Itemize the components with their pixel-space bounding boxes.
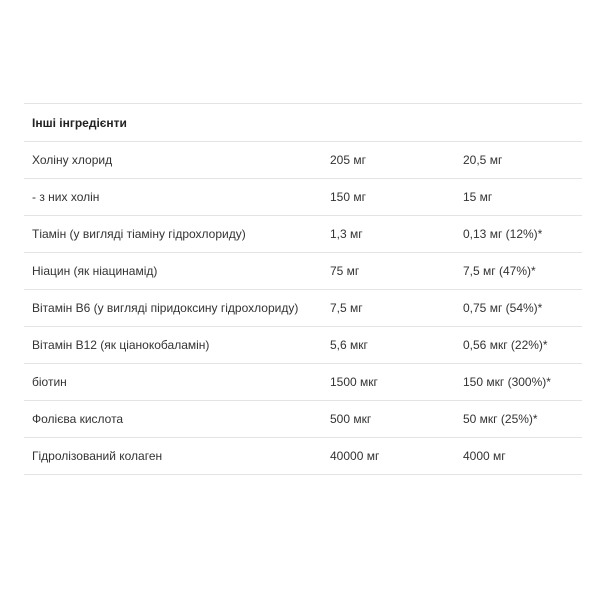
ingredient-portion: 0,75 мг (54%)* (463, 301, 543, 315)
ingredient-amount: 205 мг (330, 153, 366, 167)
ingredient-amount: 40000 мг (330, 449, 380, 463)
ingredient-amount: 500 мкг (330, 412, 372, 426)
ingredient-portion: 15 мг (463, 190, 493, 204)
table-row (24, 142, 582, 179)
ingredient-name: Гідролізований колаген (32, 449, 163, 463)
ingredient-name: Холіну хлорид (32, 153, 113, 167)
ingredient-name: Фолієва кислота (32, 412, 124, 426)
ingredient-name: - з них холін (32, 190, 100, 204)
table-row (24, 327, 582, 364)
ingredient-name: Тіамін (у вигляді тіаміну гідрохлориду) (32, 227, 246, 241)
ingredient-portion: 4000 мг (463, 449, 506, 463)
ingredient-portion: 50 мкг (25%)* (463, 412, 538, 426)
ingredient-name: Вітамін В12 (як ціанокобаламін) (32, 338, 210, 352)
ingredient-portion: 20,5 мг (463, 153, 503, 167)
ingredient-amount: 5,6 мкг (330, 338, 368, 352)
ingredient-portion: 150 мкг (300%)* (463, 375, 551, 389)
table-row (24, 401, 582, 438)
ingredient-portion: 0,13 мг (12%)* (463, 227, 543, 241)
table-header-row (24, 104, 582, 142)
ingredient-amount: 1500 мкг (330, 375, 378, 389)
ingredients-table (24, 103, 582, 475)
table-row (24, 179, 582, 216)
ingredient-portion: 0,56 мкг (22%)* (463, 338, 548, 352)
ingredient-name: Вітамін В6 (у вигляді піридоксину гідрохлориду) (32, 301, 299, 315)
ingredient-amount: 75 мг (330, 264, 360, 278)
ingredient-amount: 7,5 мг (330, 301, 363, 315)
ingredient-portion: 7,5 мг (47%)* (463, 264, 536, 278)
ingredient-amount: 1,3 мг (330, 227, 363, 241)
ingredient-name: Ніацин (як ніацинамід) (32, 264, 158, 278)
table-row (24, 290, 582, 327)
ingredient-name: біотин (32, 375, 67, 389)
table-row (24, 438, 582, 475)
table-row (24, 253, 582, 290)
ingredient-amount: 150 мг (330, 190, 366, 204)
table-row (24, 364, 582, 401)
table-header: Інші інгредієнти (32, 115, 127, 130)
table-row (24, 216, 582, 253)
